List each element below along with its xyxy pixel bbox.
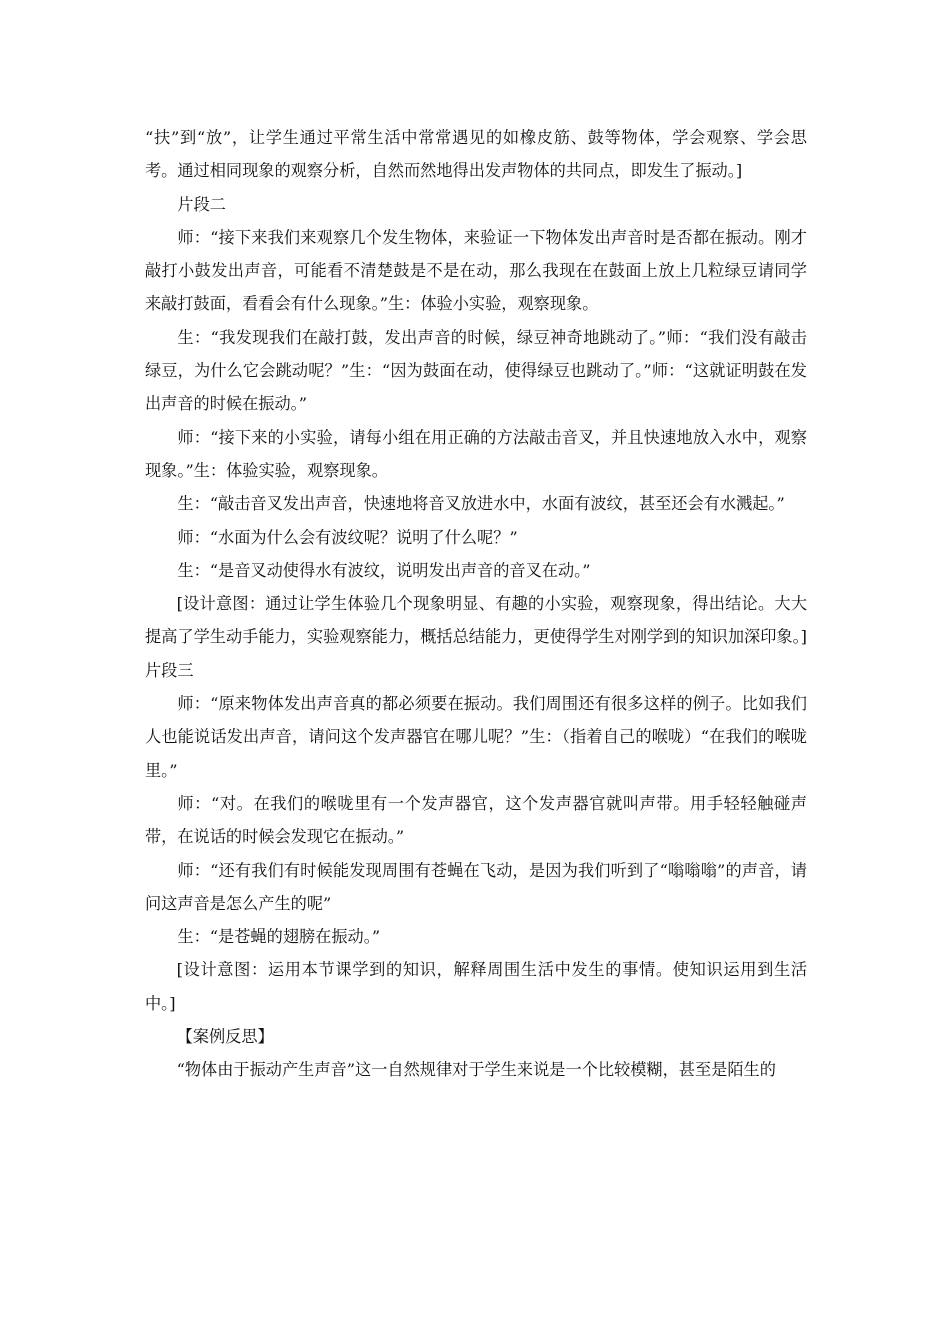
- paragraph-student-water: 生：“敲击音叉发出声音，快速地将音叉放进水中，水面有波纹，甚至还会有水溅起。”: [177, 494, 785, 514]
- section-heading-fragment-2: 片段二: [177, 194, 226, 214]
- paragraph-teacher-tuning-fork: 师：“接下来的小实验，请每小组在用正确的方法敲击音叉，并且快速地放入水中，观察现象。”生：体验实验，观察现象。: [145, 427, 807, 480]
- paragraph-design-intent-2: [设计意图：通过让学生体验几个现象明显、有趣的小实验，观察现象，得出结论。大大提高了学生动手能力，实验观察能力，概括总结能力，更使得学生对刚学到的知识加深印象。]片段三: [145, 594, 807, 680]
- paragraph-student-answer: 生：“是音叉动使得水有波纹，说明发出声音的音叉在动。”: [177, 560, 591, 580]
- paragraph-design-intent-1: “扶”到“放”，让学生通过平常生活中常常遇见的如橡皮筋、鼓等物体，学会观察、学会思考。通过相同现象的观察分析，自然而然地得出发声物体的共同点，即发生了振动。]: [145, 128, 807, 181]
- paragraph-teacher-throat: 师：“原来物体发出声音真的都必须要在振动。我们周围还有很多这样的例子。比如我们人也能说话发出声音，请问这个发声器官在哪儿呢？”生：（指着自己的喉咙）“在我们的喉咙里。”: [145, 694, 807, 780]
- paragraph-design-intent-3: [设计意图：运用本节课学到的知识，解释周围生活中发生的事情。使知识运用到生活中。]: [145, 960, 807, 1013]
- section-heading-reflection: 【案例反思】: [176, 1027, 274, 1047]
- paragraph-teacher-drum: 师：“接下来我们来观察几个发生物体，来验证一下物体发出声音时是否都在振动。刚才敲打小鼓发出声音，可能看不清楚鼓是不是在动，那么我现在在鼓面上放上几粒绿豆请同学来敲打鼓面，看看会有什么现象。”生：体验小实验，观察现象。: [145, 227, 807, 314]
- paragraph-student-wings: 生：“是苍蝇的翅膀在振动。”: [177, 927, 381, 947]
- paragraph-reflection-start: “物体由于振动产生声音”这一自然规律对于学生来说是一个比较模糊，甚至是陌生的: [176, 1060, 776, 1080]
- paragraph-student-beans: 生：“我发现我们在敲打鼓，发出声音的时候，绿豆神奇地跳动了。”师：“我们没有敲击绿豆，为什么它会跳动呢？”生：“因为鼓面在动，使得绿豆也跳动了。”师：“这就证明鼓在发出声音的时候在振动。”: [145, 327, 807, 414]
- paragraph-teacher-vocal-cords: 师：“对。在我们的喉咙里有一个发声器官，这个发声器官就叫声带。用手轻轻触碰声带，在说话的时候会发现它在振动。”: [145, 793, 807, 847]
- paragraph-teacher-flies: 师：“还有我们有时候能发现周围有苍蝇在飞动，是因为我们听到了“嗡嗡嗡”的声音，请问这声音是怎么产生的呢”: [145, 860, 807, 913]
- paragraph-teacher-question: 师：“水面为什么会有波纹呢？说明了什么呢？”: [177, 527, 518, 547]
- document-body: [145, 121, 807, 1087]
